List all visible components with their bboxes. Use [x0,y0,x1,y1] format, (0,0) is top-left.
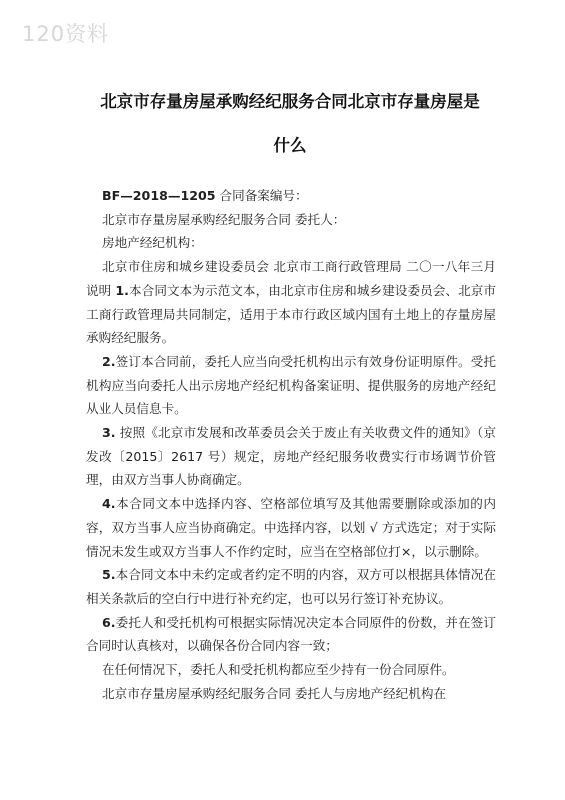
paragraph-text: 北京市存量房屋承购经纪服务合同 委托人： [102,211,346,227]
paragraph-text: 北京市存量房屋承购经纪服务合同 委托人与房地产经纪机构在 [102,685,447,701]
contract-code: BF—2018—1205 [102,188,216,203]
document-body [86,184,496,705]
item-number: 2. [102,353,116,369]
paragraph-contract-number [86,184,496,208]
paragraph-note-5 [86,563,496,610]
item-number: 4. [102,496,116,512]
paragraph-note-6 [86,611,496,658]
item-number: 1. [115,282,129,298]
paragraph-issuer-note-1 [86,255,496,350]
paragraph-agency [86,231,496,255]
document-title-line-1: 北京市存量房屋承购经纪服务合同北京市存量房屋是 [100,92,480,111]
document-title-line-2: 什么 [273,136,307,155]
item-number: 5. [102,567,116,583]
paragraph-text: 本合同文本中未约定或者约定不明的内容，双方可以根据具体情况在相关条款后的空白行中进行补充约定，也可以另行签订补充协议。 [86,567,496,606]
item-number: 3. [102,425,116,441]
paragraph-contract-intro [86,682,496,706]
paragraph-text: 房地产经纪机构： [102,235,203,251]
paragraph-note-4 [86,492,496,563]
paragraph-text: 在任何情况下，委托人和受托机构都应至少持有一份合同原件。 [102,662,455,678]
paragraph-text: 本合同文本为示范文本，由北京市住房和城乡建设委员会、北京市工商行政管理局共同制定，适用于本市行政区域内国有土地上的存量房屋承购经纪服务。 [86,282,496,346]
paragraph-text: 合同备案编号： [215,188,308,203]
paragraph-text: 按照《北京市发展和改革委员会关于废止有关收费文件的通知》（京发改〔2015〕2617 号）规定，房地产经纪服务收费实行市场调节价管理，由双方当事人协商确定。 [86,425,496,488]
paragraph-client [86,208,496,232]
paragraph-text: 委托人和受托机构可根据实际情况决定本合同原件的份数，并在签订合同时认真核对，以确保各份合同内容一致； [86,614,496,654]
paragraph-text: 本合同文本中选择内容、空格部位填写及其他需要删除或添加的内容，双方当事人应当协商确定。中选择内容，以划 √ 方式选定；对于实际情况未发生或双方当事人不作约定时，应当在空格部位打×，以示删除。 [86,496,496,559]
item-number: 6. [102,614,116,630]
paragraph-note-6-cont [86,658,496,682]
paragraph-text: 北京市住房和城乡建设委员会 北京市工商行政管理局 二〇一八年三月 说明 [86,259,496,298]
paragraph-note-2 [86,350,496,421]
watermark-logo: 120资料 [22,22,110,46]
paragraph-note-3 [86,421,496,492]
paragraph-text: 签订本合同前，委托人应当向受托机构出示有效身份证明原件。受托机构应当向委托人出示房地产经纪机构备案证明、提供服务的房地产经纪从业人员信息卡。 [86,353,496,417]
